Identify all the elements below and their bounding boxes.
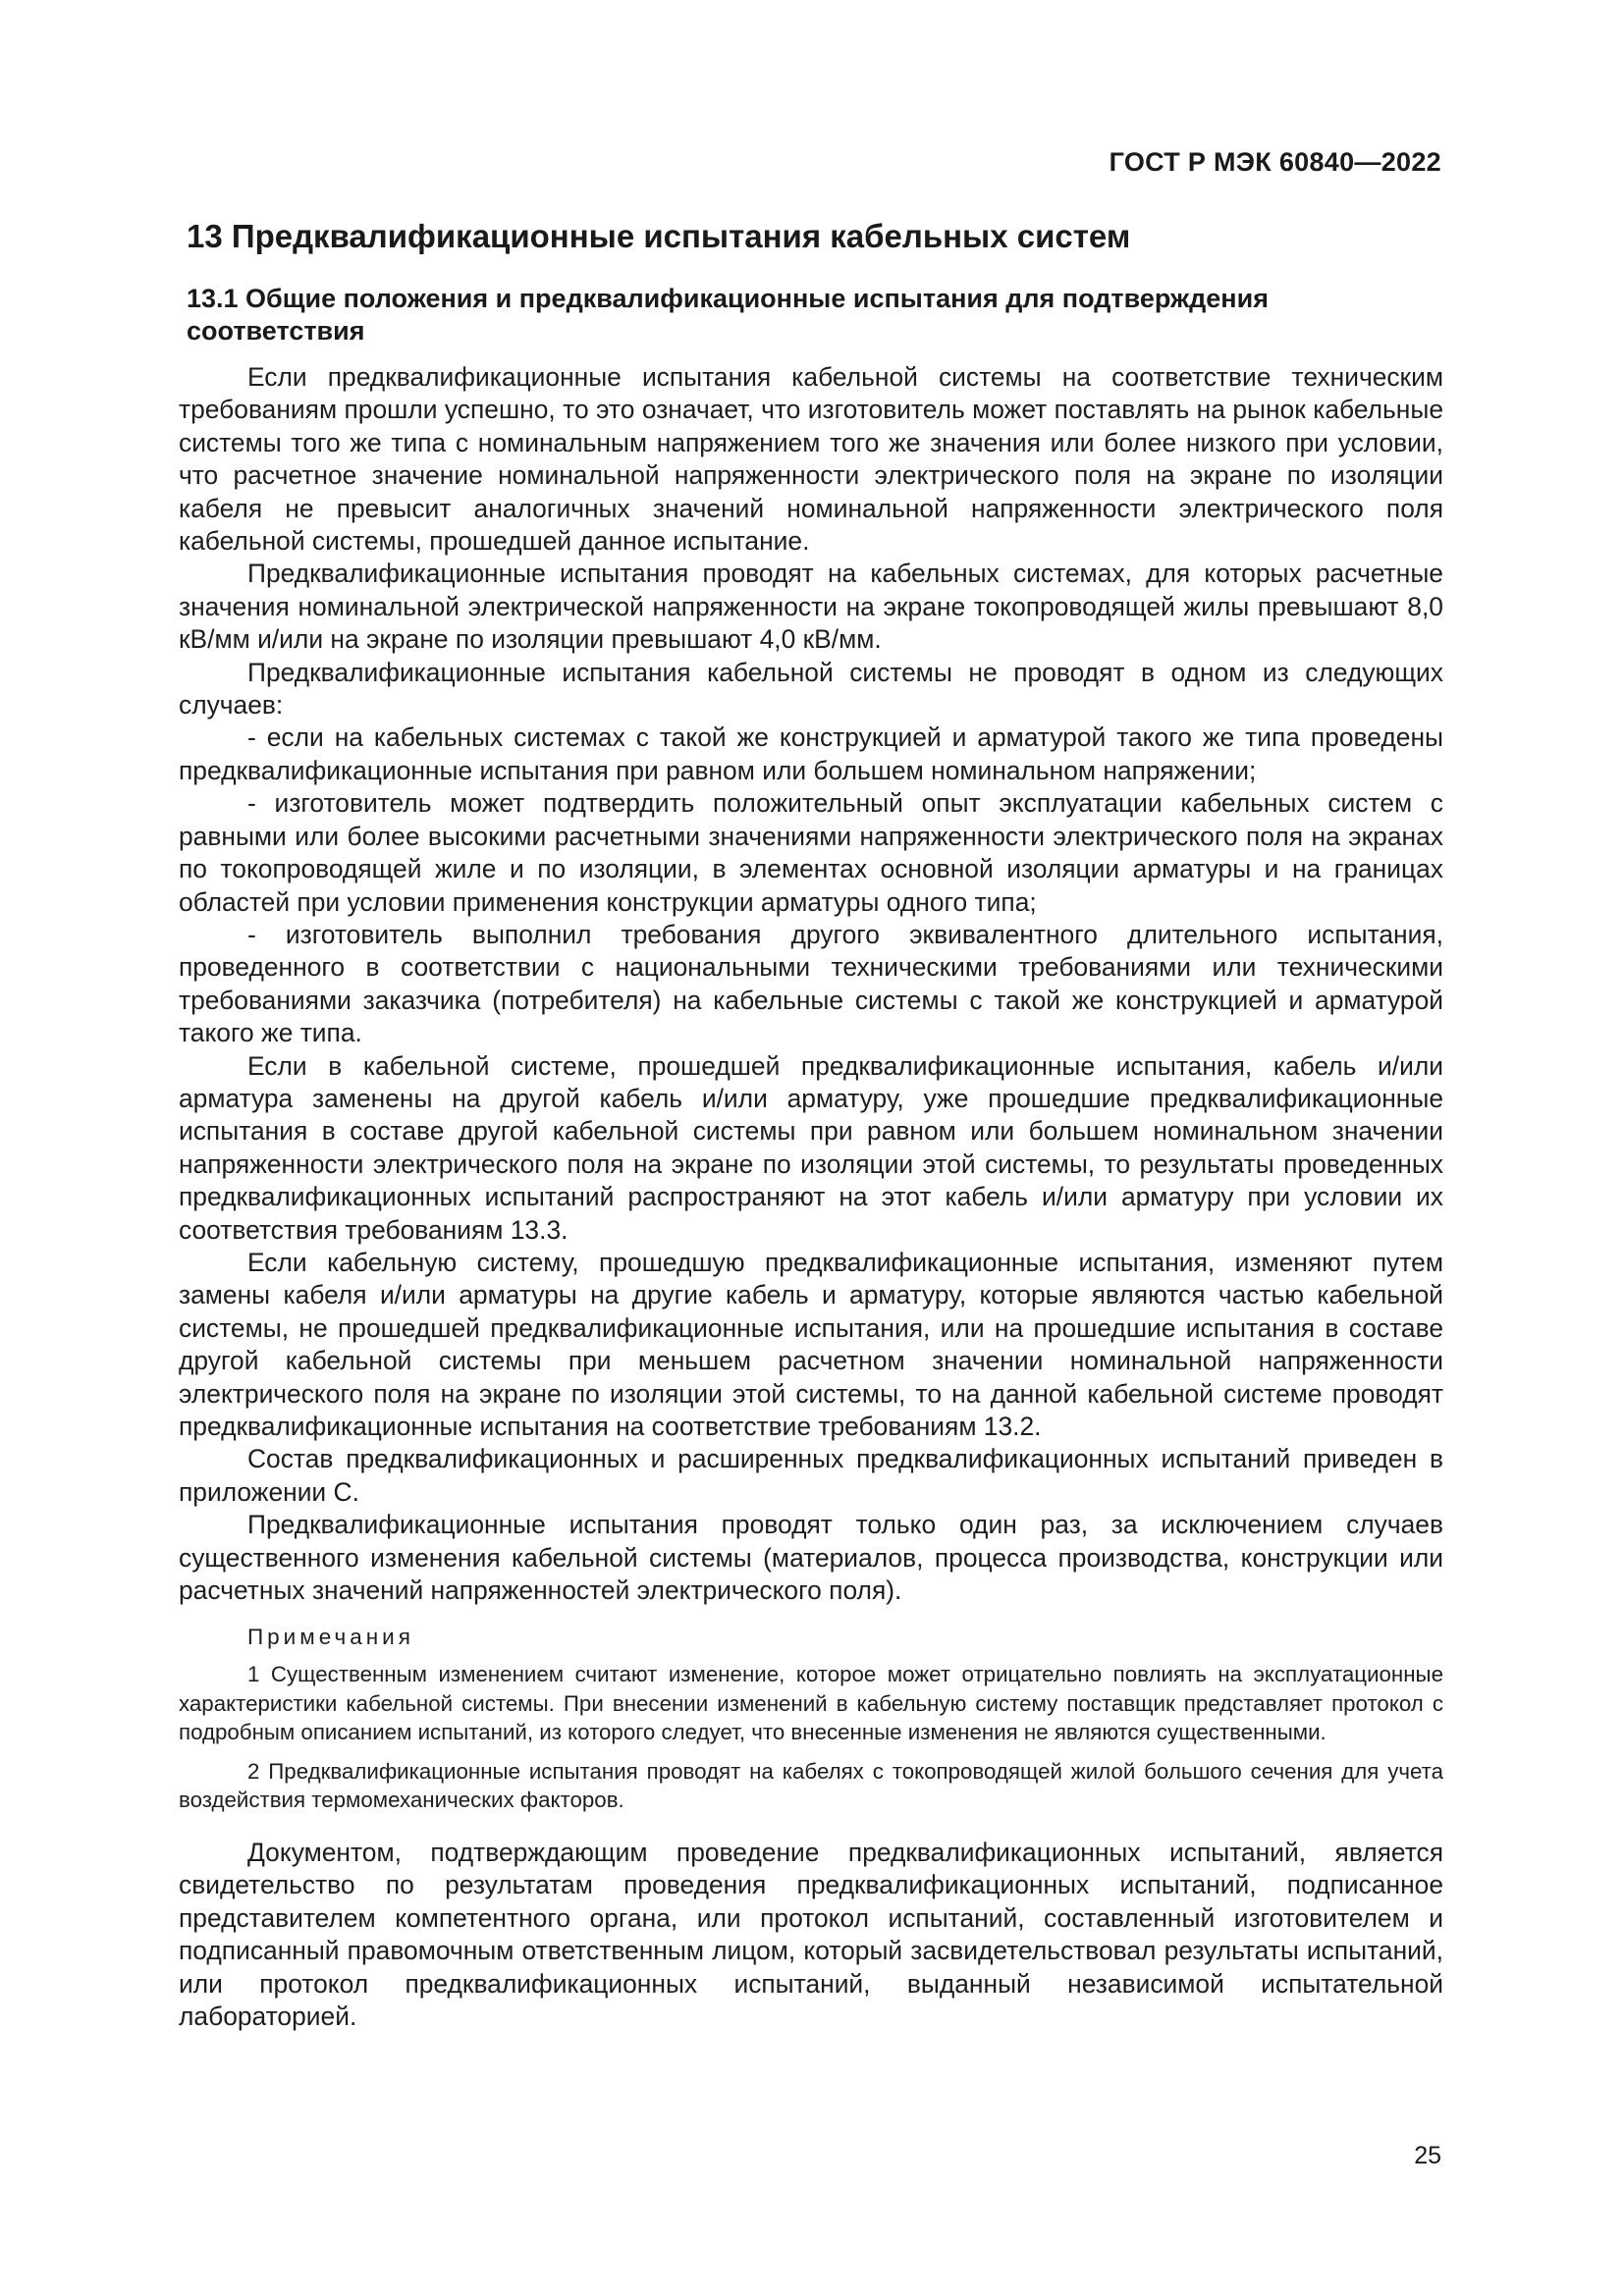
- paragraph: Если кабельную систему, прошедшую предквалификационные испытания, изменяют путем замены кабеля и/или арматуры на другие кабель и арматуру, которые являются частью кабельной системы, не прошедшей предквалификационные испытания, или на прошедшие испытания в составе другой кабельной системы при меньшем расчетном значении номинальной напряженности электрического поля на экране по изоляции этой системы, то на данной кабельной системе проводят предквалификационные испытания на соответствие требованиям 13.2.: [179, 1247, 1443, 1441]
- list-item: - изготовитель выполнил требования другого эквивалентного длительного испытания, проведенного в соответствии с национальными техническими требованиями или техническими требованиями заказчика (потребителя) на кабельные системы с такой же конструкцией и арматурой такого же типа.: [179, 919, 1443, 1048]
- final-paragraph: Документом, подтверждающим проведение предквалификационных испытаний, является свидетельство по результатам проведения предквалификационных испытаний, подписанное представителем компетентного органа, или протокол испытаний, составленный изготовителем и подписанный правомочным ответственным лицом, который засвидетельствовал результаты испытаний, или протокол предквалификационных испытаний, выданный независимой испытательной лабораторией.: [179, 1837, 1443, 2031]
- paragraph: Состав предквалификационных и расширенных предквалификационных испытаний приведен в приложении С.: [179, 1444, 1443, 1507]
- standard-header: ГОСТ Р МЭК 60840—2022: [1109, 147, 1441, 177]
- paragraph: Если в кабельной системе, прошедшей предквалификационные испытания, кабель и/или арматура заменены на другой кабель и/или арматуру, уже прошедшие предквалификационные испытания в составе другой кабельной системы при равном или большем номинальном значении напряженности электрического поля на экране по изоляции этой системы, то результаты проведенных предквалификационных испытаний распространяют на этот кабель и/или арматуру при условии их соответствия требованиям 13.3.: [179, 1050, 1443, 1245]
- paragraph: Если предквалификационные испытания кабельной системы на соответствие техническим требованиям прошли успешно, то это означает, что изготовитель может поставлять на рынок кабельные системы того же типа с номинальным напряжением того же значения или более низкого при условии, что расчетное значение номинальной напряженности электрического поля на экране по изоляции кабеля не превысит аналогичных значений номинальной напряженности электрического поля кабельной системы, прошедшей данное испытание.: [179, 362, 1443, 557]
- section-title: 13 Предквалификационные испытания кабельных систем: [187, 218, 1131, 254]
- list-item: - изготовитель может подтвердить положительный опыт эксплуатации кабельных систем с равными или более высокими расчетными значениями напряженности электрического поля на экранах по токопроводящей жиле и по изоляции, в элементах основной изоляции арматуры и на границах областей при условии применения конструкции арматуры одного типа;: [179, 788, 1443, 917]
- notes-heading: Примечания: [247, 1625, 414, 1650]
- note-item: 1 Существенным изменением считают изменение, которое может отрицательно повлиять на эксплуатационные характеристики кабельной системы. При внесении изменений в кабельную систему поставщик представляет протокол с подробным описанием испытаний, из которого следует, что внесенные изменения не являются существенными.: [179, 1662, 1443, 1745]
- paragraph: Предквалификационные испытания кабельной системы не проводят в одном из следующих случаев:: [179, 657, 1443, 721]
- list-item: - если на кабельных системах с такой же конструкцией и арматурой такого же типа проведены предквалификационные испытания при равном или большем номинальном напряжении;: [179, 722, 1443, 785]
- paragraph: Предквалификационные испытания проводят только один раз, за исключением случаев существенного изменения кабельной системы (материалов, процесса производства, конструкции или расчетных значений напряженностей электрического поля).: [179, 1510, 1443, 1606]
- paragraph: Предквалификационные испытания проводят на кабельных системах, для которых расчетные значения номинальной электрической напряженности на экране токопроводящей жилы превышают 8,0 кВ/мм и/или на экране по изоляции превышают 4,0 кВ/мм.: [179, 559, 1443, 655]
- subsection-title: 13.1 Общие положения и предквалификационные испытания для подтверждения соответствия: [187, 284, 1269, 346]
- note-item: 2 Предквалификационные испытания проводят на кабелях с токопроводящей жилой большого сечения для учета воздействия термомеханических факторов.: [179, 1758, 1443, 1813]
- page-number: 25: [1414, 2142, 1441, 2169]
- page-content: [179, 218, 1443, 2033]
